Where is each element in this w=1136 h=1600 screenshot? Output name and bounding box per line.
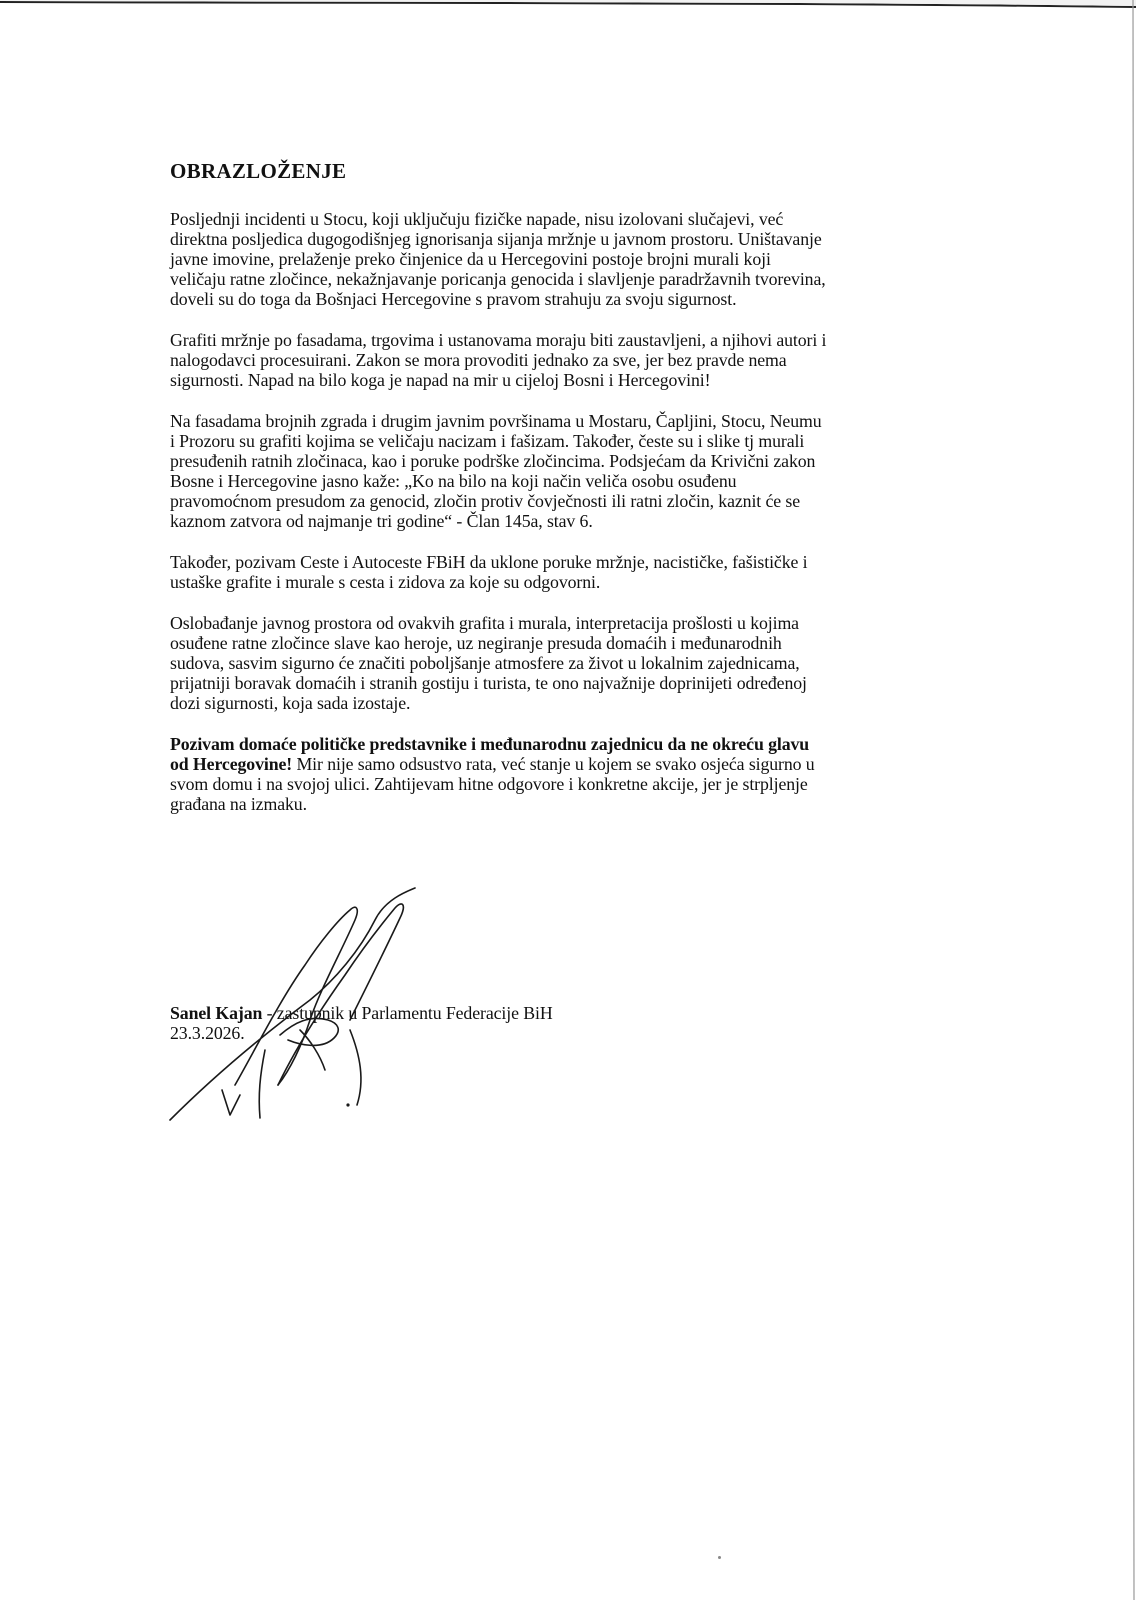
text-line: pravomoćnom presudom za genocid, zločin protiv čovječnosti ili ratni zločin, kaznit će se bbox=[170, 491, 801, 511]
text-span: Mir nije samo odsustvo rata, već stanje u kojem se svako osjeća sigurno u bbox=[292, 754, 815, 774]
signatory-name: Sanel Kajan bbox=[170, 1003, 263, 1023]
paragraph-2 bbox=[170, 330, 960, 390]
text-line: Posljednji incidenti u Stocu, koji uključuju fizičke napade, nisu izolovani slučajevi, već bbox=[170, 209, 784, 229]
text-line: javne imovine, prelaženje preko činjenice da u Hercegovini postoje brojni murali koji bbox=[170, 249, 771, 269]
text-line: Na fasadama brojnih zgrada i drugim javnim površinama u Mostaru, Čapljini, Stocu, Neumu bbox=[170, 411, 822, 431]
text-line: presuđenih ratnih zločinaca, kao i poruke podrške zločincima. Podsjećam da Krivični zakon bbox=[170, 451, 816, 471]
bold-text-line: Pozivam domaće političke predstavnike i međunarodnu zajednicu da ne okreću glavu bbox=[170, 734, 810, 754]
bold-text: od Hercegovine! bbox=[170, 754, 293, 774]
text-line bbox=[170, 754, 960, 774]
signatory-role: - zastupnik u Parlamentu Federacije BiH bbox=[262, 1003, 553, 1023]
text-line: dozi sigurnosti, koja sada izostaje. bbox=[170, 693, 411, 713]
paragraph-4 bbox=[170, 552, 960, 592]
scan-right-edge bbox=[1128, 0, 1136, 1600]
text-line: osuđene ratne zločince slave kao heroje, uz negiranje presuda domaćih i međunarodnih bbox=[170, 633, 782, 653]
signature-date: 23.3.2026. bbox=[170, 1023, 245, 1043]
text-line: Grafiti mržnje po fasadama, trgovima i ustanovama moraju biti zaustavljeni, a njihovi autori i bbox=[170, 330, 827, 350]
text-line: Također, pozivam Ceste i Autoceste FBiH da uklone poruke mržnje, nacističke, fašističke i bbox=[170, 552, 808, 572]
document-title: OBRAZLOŽENJE bbox=[170, 159, 347, 183]
text-line: sigurnosti. Napad na bilo koga je napad na mir u cijeloj Bosni i Hercegovini! bbox=[170, 370, 711, 390]
paragraph-5 bbox=[170, 613, 960, 713]
text-line: građana na izmaku. bbox=[170, 794, 307, 814]
text-line: i Prozoru su grafiti kojima se veličaju nacizam i fašizam. Također, česte su i slike tj murali bbox=[170, 431, 805, 451]
text-line: ustaške grafite i murale s cesta i zidova za koje su odgovorni. bbox=[170, 572, 601, 592]
text-line: svom domu i na svojoj ulici. Zahtijevam hitne odgovore i konkretne akcije, jer je strpljenje bbox=[170, 774, 808, 794]
text-line: direktna posljedica dugogodišnjeg ignorisanja sijanja mržnje u javnom prostoru. Uništavanje bbox=[170, 229, 822, 249]
scan-top-edge bbox=[0, 0, 1136, 10]
text-line: doveli su do toga da Bošnjaci Hercegovine s pravom strahuju za svoju sigurnost. bbox=[170, 289, 737, 309]
text-line: nalogodavci procesuirani. Zakon se mora provoditi jednako za sve, jer bez pravde nema bbox=[170, 350, 787, 370]
scan-speck bbox=[718, 1556, 721, 1559]
text-line: Oslobađanje javnog prostora od ovakvih grafita i murala, interpretacija prošlosti u kojima bbox=[170, 613, 799, 633]
text-line: prijatniji boravak domaćih i stranih gostiju i turista, te ono najvažnije doprinijeti određenoj bbox=[170, 673, 807, 693]
paragraph-1 bbox=[170, 209, 960, 309]
signature-block bbox=[170, 1003, 553, 1043]
text-line: Bosne i Hercegovine jasno kaže: „Ko na bilo na koji način veliča osobu osuđenu bbox=[170, 471, 737, 491]
signatory-line bbox=[170, 1003, 553, 1023]
text-line: kaznom zatvora od najmanje tri godine“ - Član 145a, stav 6. bbox=[170, 511, 593, 531]
paragraph-6 bbox=[170, 734, 960, 814]
document-body bbox=[170, 158, 960, 835]
paragraph-3 bbox=[170, 411, 960, 531]
text-line: sudova, sasvim sigurno će značiti poboljšanje atmosfere za život u lokalnim zajednicama, bbox=[170, 653, 800, 673]
text-line: veličaju ratne zločince, nekažnjavanje poricanja genocida i slavljenje paradržavnih tvorevina, bbox=[170, 269, 826, 289]
